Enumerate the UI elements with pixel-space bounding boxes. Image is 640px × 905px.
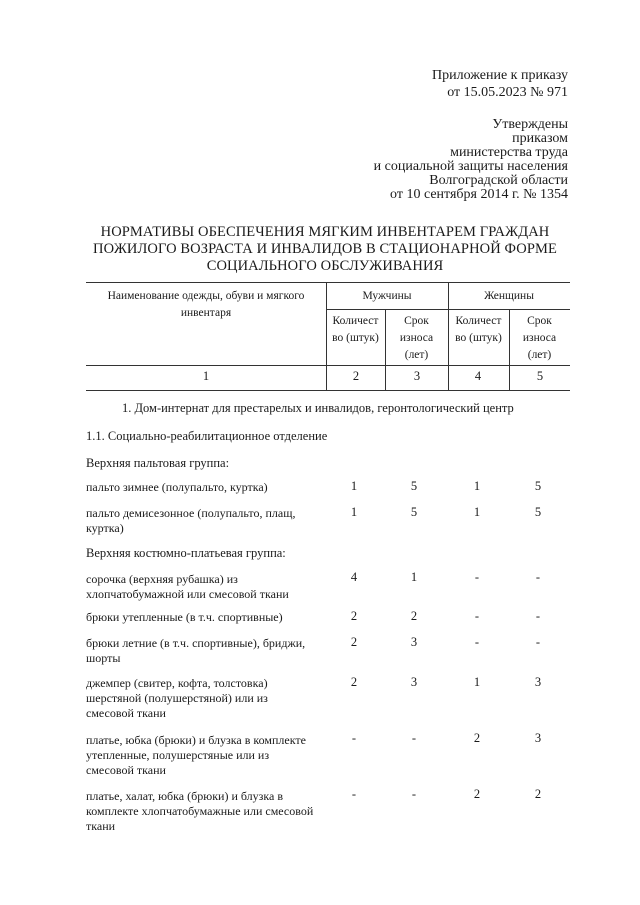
- column-number: 3: [413, 369, 421, 383]
- column-number: 1: [202, 369, 210, 383]
- title-line: НОРМАТИВЫ ОБЕСПЕЧЕНИЯ МЯГКИМ ИНВЕНТАРЕМ ГРАЖДАН: [100, 224, 550, 240]
- women-qty: 2: [473, 787, 481, 801]
- row-name: сорочка (верхняя рубашка) из хлопчатобумажной или смесовой ткани: [86, 572, 289, 601]
- men-term: 1: [410, 570, 418, 584]
- term-line: Срок: [404, 315, 429, 327]
- column-number: 2: [352, 369, 360, 383]
- term-line: Срок: [527, 315, 552, 327]
- men-term: 3: [410, 675, 418, 689]
- qty-line: Количест: [455, 315, 502, 327]
- women-term: 5: [534, 505, 542, 519]
- women-term: 2: [534, 787, 542, 801]
- men-qty: -: [351, 731, 357, 745]
- men-qty: 1: [350, 505, 358, 519]
- women-term: -: [535, 609, 541, 623]
- approved-line: приказом: [512, 131, 568, 146]
- women-term: 3: [534, 731, 542, 745]
- column-number: 4: [474, 369, 482, 383]
- approved-line: министерства труда: [450, 145, 568, 160]
- women-qty: -: [474, 635, 480, 649]
- approved-line: от 10 сентября 2014 г. № 1354: [390, 187, 568, 202]
- term-line: (лет): [404, 349, 429, 361]
- men-term: 5: [410, 479, 418, 493]
- men-qty: -: [351, 787, 357, 801]
- men-qty: 4: [350, 570, 358, 584]
- women-qty: 1: [473, 479, 481, 493]
- women-qty: -: [474, 609, 480, 623]
- men-term: -: [411, 787, 417, 801]
- qty-line: во (штук): [455, 332, 502, 344]
- column-number: 5: [536, 369, 544, 383]
- women-header: Женщины: [484, 290, 534, 302]
- document-title: [80, 224, 570, 275]
- men-qty: 2: [350, 609, 358, 623]
- row-name: пальто демисезонное (полупальто, плащ, куртка): [86, 506, 296, 535]
- appendix-line-2: от 15.05.2023 № 971: [447, 85, 568, 100]
- men-qty: 1: [350, 479, 358, 493]
- qty-line: Количест: [332, 315, 379, 327]
- row-name: пальто зимнее (полупальто, куртка): [86, 480, 268, 494]
- women-term: 5: [534, 479, 542, 493]
- term-line: износа: [399, 332, 434, 344]
- title-line: СОЦИАЛЬНОГО ОБСЛУЖИВАНИЯ: [206, 258, 444, 274]
- men-qty: 2: [350, 675, 358, 689]
- approved-line: Волгоградской области: [429, 173, 568, 188]
- women-qty-header: [448, 313, 509, 347]
- men-term-header: [385, 313, 448, 364]
- group-heading: Верхняя костюмно-платьевая группа:: [86, 546, 286, 560]
- men-qty: 2: [350, 635, 358, 649]
- men-term: 5: [410, 505, 418, 519]
- section-heading: 1. Дом-интернат для престарелых и инвалидов, геронтологический центр: [122, 401, 514, 415]
- women-term: 3: [534, 675, 542, 689]
- men-term: 3: [410, 635, 418, 649]
- subsection-heading: 1.1. Социально-реабилитационное отделение: [86, 429, 328, 443]
- term-line: износа: [522, 332, 557, 344]
- women-term-header: [509, 313, 570, 364]
- appendix-line-1: Приложение к приказу: [432, 68, 568, 83]
- column-name-header: Наименование одежды, обуви и мягкого инвентаря: [107, 290, 305, 319]
- row-name: джемпер (свитер, кофта, толстовка) шерстяной (полушерстяной) или из смесовой ткани: [86, 676, 268, 720]
- women-qty: 1: [473, 675, 481, 689]
- row-name: платье, юбка (брюки) и блузка в комплекте утепленные, полушерстяные или из смесовой ткани: [86, 733, 306, 777]
- men-term: 2: [410, 609, 418, 623]
- women-term: -: [535, 635, 541, 649]
- qty-line: во (штук): [332, 332, 379, 344]
- row-name: брюки летние (в т.ч. спортивные), бриджи, шорты: [86, 636, 306, 665]
- women-term: -: [535, 570, 541, 584]
- row-name: платье, халат, юбка (брюки) и блузка в комплекте хлопчатобумажные или смесовой ткани: [86, 789, 314, 833]
- women-qty: 2: [473, 731, 481, 745]
- norms-table-header: [86, 282, 570, 391]
- men-term: -: [411, 731, 417, 745]
- title-line: ПОЖИЛОГО ВОЗРАСТА И ИНВАЛИДОВ В СТАЦИОНАРНОЙ ФОРМЕ: [93, 241, 557, 257]
- women-qty: -: [474, 570, 480, 584]
- approved-line: Утверждены: [492, 117, 568, 132]
- approved-line: и социальной защиты населения: [373, 159, 568, 174]
- term-line: (лет): [527, 349, 552, 361]
- group-heading: Верхняя пальтовая группа:: [86, 456, 230, 470]
- men-qty-header: [326, 313, 385, 347]
- women-qty: 1: [473, 505, 481, 519]
- row-name: брюки утепленные (в т.ч. спортивные): [86, 610, 283, 624]
- men-header: Мужчины: [362, 290, 412, 302]
